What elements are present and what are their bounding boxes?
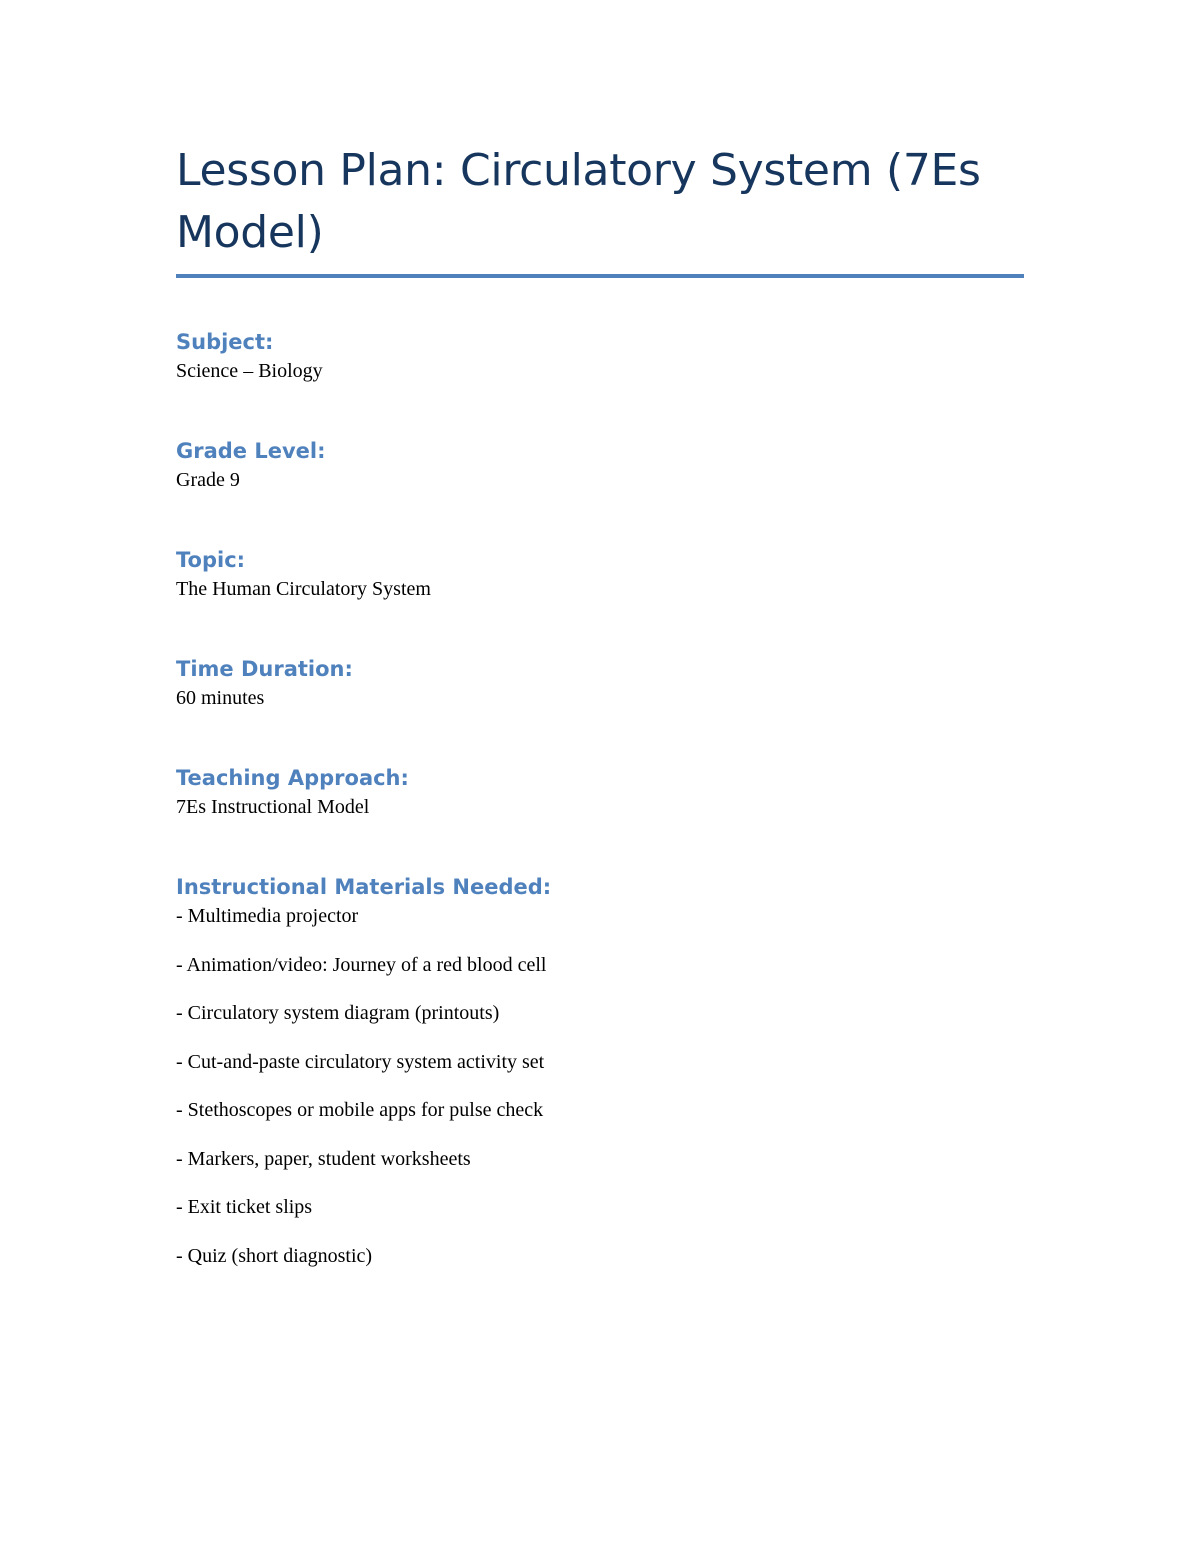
- materials-list: [176, 901, 1024, 1271]
- section-materials: [176, 873, 1024, 1271]
- section-value-subject: Science – Biology: [176, 360, 323, 382]
- list-item: - Markers, paper, student worksheets: [176, 1147, 471, 1170]
- list-item: - Stethoscopes or mobile apps for pulse check: [176, 1099, 544, 1121]
- section-topic: [176, 546, 1024, 604]
- list-item: - Cut-and-paste circulatory system activity set: [176, 1050, 545, 1073]
- section-value-grade-level: Grade 9: [176, 469, 240, 491]
- list-item: - Exit ticket slips: [176, 1196, 313, 1218]
- document-content: [176, 140, 1024, 1289]
- list-item: - Animation/video: Journey of a red blood cell: [176, 953, 547, 976]
- section-value-teaching-approach: 7Es Instructional Model: [176, 796, 370, 818]
- section-heading-topic: Topic:: [176, 548, 246, 572]
- list-item: - Multimedia projector: [176, 905, 359, 927]
- section-grade-level: [176, 437, 1024, 495]
- section-heading-grade-level: Grade Level:: [176, 439, 326, 463]
- section-heading-teaching-approach: Teaching Approach:: [176, 766, 409, 790]
- section-teaching-approach: [176, 764, 1024, 822]
- section-heading-subject: Subject:: [176, 330, 274, 354]
- list-item: - Quiz (short diagnostic): [176, 1244, 373, 1267]
- list-item: - Circulatory system diagram (printouts): [176, 1002, 500, 1024]
- section-time-duration: [176, 655, 1024, 713]
- section-heading-time-duration: Time Duration:: [176, 657, 353, 681]
- title-underline-rule: [176, 274, 1024, 278]
- section-subject: [176, 328, 1024, 386]
- section-heading-materials: Instructional Materials Needed:: [176, 875, 552, 899]
- section-value-topic: The Human Circulatory System: [176, 578, 431, 600]
- section-value-time-duration: 60 minutes: [176, 687, 265, 709]
- document-title: Lesson Plan: Circulatory System (7Es Model): [176, 145, 981, 258]
